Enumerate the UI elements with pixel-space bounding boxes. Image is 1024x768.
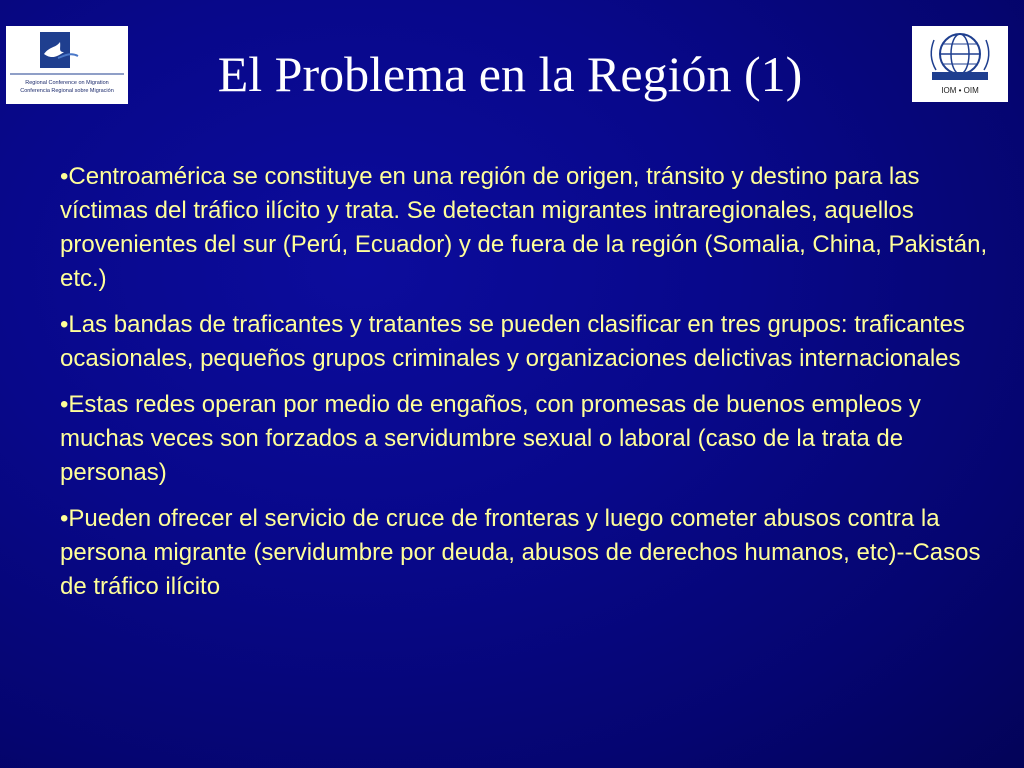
- rcm-logo-text-es: Conferencia Regional sobre Migración: [20, 88, 114, 94]
- rcm-logo-text-en: Regional Conference on Migration: [25, 80, 109, 86]
- bullet-list: [60, 160, 996, 616]
- bullet-item-2: •Las bandas de traficantes y tratantes se pueden clasificar en tres grupos: traficantes ocasionales, pequeños grupos criminales y organizaciones delictivas internacionales: [60, 311, 965, 372]
- iom-logo: [912, 26, 1008, 102]
- slide-title: El Problema en la Región (1): [217, 46, 803, 102]
- rcm-logo: [6, 26, 128, 104]
- bullet-item-4: •Pueden ofrecer el servicio de cruce de fronteras y luego cometer abusos contra la persona migrante (servidumbre por deuda, abusos de derechos humanos, etc)--Casos de tráfico ilícito: [60, 505, 981, 600]
- bullet-item-3: •Estas redes operan por medio de engaños, con promesas de buenos empleos y muchas veces son forzados a servidumbre sexual o laboral (caso de la trata de personas): [60, 391, 921, 486]
- iom-logo-label: IOM • OIM: [941, 86, 979, 95]
- bullet-item-1: •Centroamérica se constituye en una región de origen, tránsito y destino para las víctimas del tráfico ilícito y trata. Se detectan migrantes intraregionales, aquellos provenientes del sur (Perú, Ecuador) y de fuera de la región (Somalia, China, Pakistán, etc.): [60, 163, 988, 292]
